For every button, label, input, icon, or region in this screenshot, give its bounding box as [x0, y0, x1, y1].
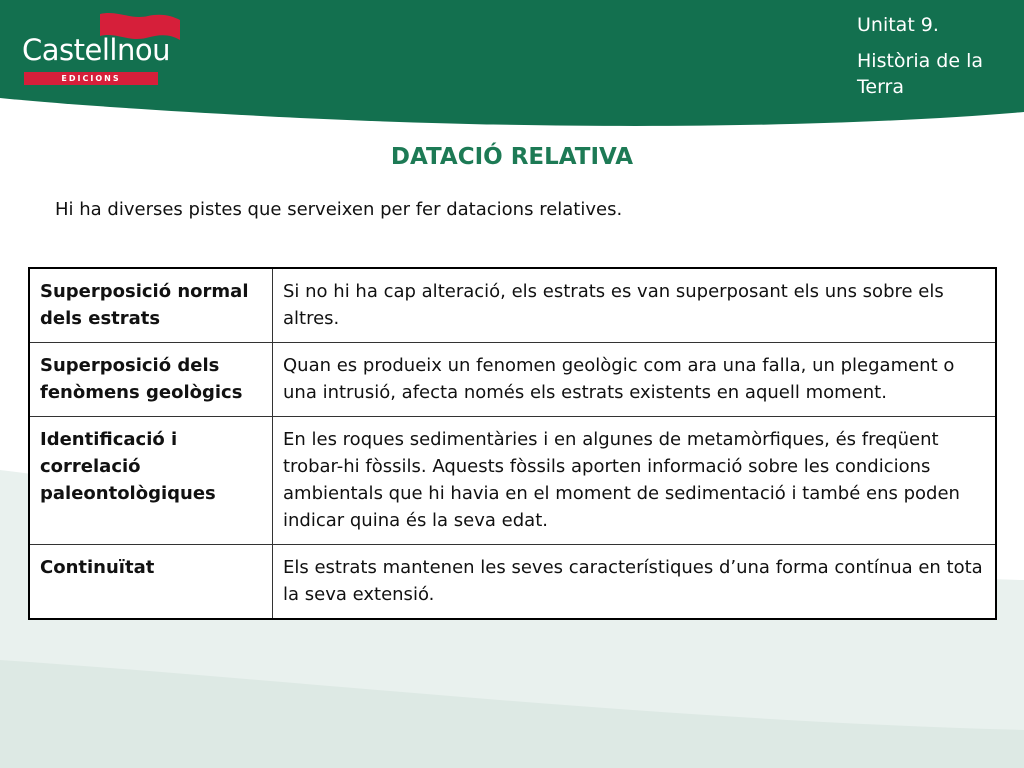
unit-topic: Història de la Terra: [857, 50, 984, 98]
relative-dating-table: [28, 267, 997, 620]
term-cell: Superposició dels fenòmens geològics: [29, 343, 273, 417]
page-title: DATACIÓ RELATIVA: [390, 144, 634, 170]
description-cell: Els estrats mantenen les seves característiques d’una forma contínua en tota la seva extensió.: [273, 545, 997, 620]
description-cell: Si no hi ha cap alteració, els estrats es van superposant els uns sobre els altres.: [273, 268, 997, 343]
description-cell: En les roques sedimentàries i en algunes de metamòrfiques, és freqüent trobar-hi fòssils. Aquests fòssils aporten informació sobre les condicions ambientals que hi havia en el moment de sedimentació i també ens poden indicar quina és la seva edat.: [273, 417, 997, 545]
table-row: [29, 417, 996, 545]
unit-heading: [857, 12, 1017, 100]
description-cell: Quan es produeix un fenomen geològic com ara una falla, un plegament o una intrusió, afecta només els estrats existents en aquell moment.: [273, 343, 997, 417]
term-cell: Superposició normal dels estrats: [29, 268, 273, 343]
term-cell: Continuïtat: [29, 545, 273, 620]
publisher-logo: [22, 10, 170, 83]
logo-subtitle: EDICIONS: [24, 72, 158, 85]
unit-label: Unitat 9.: [857, 14, 939, 36]
intro-text: Hi ha diverses pistes que serveixen per fer datacions relatives.: [55, 199, 623, 220]
term-cell: Identificació i correlació paleontològiques: [29, 417, 273, 545]
table-row: [29, 268, 996, 343]
logo-name: Castellnou: [22, 33, 170, 67]
table-row: [29, 545, 996, 620]
table-row: [29, 343, 996, 417]
